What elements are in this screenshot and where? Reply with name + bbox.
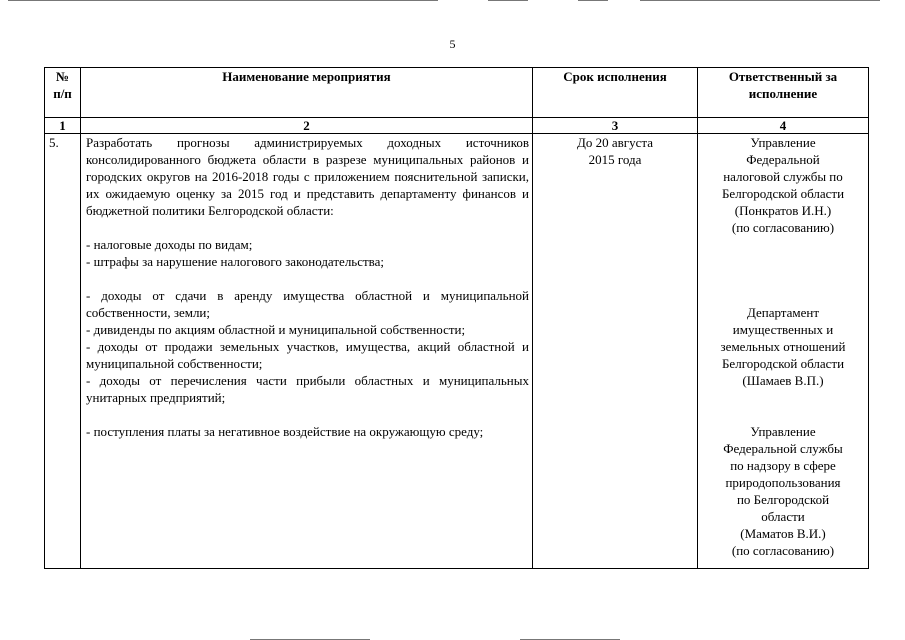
scan-line [578, 0, 608, 1]
header-row [45, 68, 869, 118]
column-index: 4 [698, 118, 869, 134]
column-index: 3 [533, 118, 698, 134]
responsible-block-2: Департамент имущественных и земельных отношений Белгородской области (Шамаев В.П.) [720, 305, 846, 388]
page-number: 5 [449, 37, 456, 51]
header-name: Наименование мероприятия [81, 68, 533, 118]
list-item: - доходы от продажи земельных участков, имущества, акций областной и муниципальной собственности; [86, 339, 529, 371]
column-index-row [45, 118, 869, 134]
list-item: - доходы от сдачи в аренду имущества областной и муниципальной собственности, земли; [86, 288, 529, 320]
column-index: 1 [45, 118, 81, 134]
responsible-block-3: Управление Федеральной службы по надзору в сфере природопользования по Белгородской области (Маматов В.И.) (по согласованию) [723, 424, 843, 558]
row-number: 5. [45, 134, 81, 569]
header-responsible: Ответственный за исполнение [698, 68, 869, 118]
list-item: - налоговые доходы по видам; [86, 237, 253, 252]
header-num: № п/п [45, 68, 81, 118]
list-item: - штрафы за нарушение налогового законодательства; [86, 254, 385, 269]
responsible-block-1: Управление Федеральной налоговой службы по Белгородской области (Понкратов И.Н.) (по согласованию) [721, 135, 845, 235]
list-item: - доходы от перечисления части прибыли областных и муниципальных унитарных предприятий; [86, 373, 529, 405]
header-term: Срок исполнения [533, 68, 698, 118]
measure-responsible [698, 134, 869, 569]
measure-description [81, 134, 533, 569]
measures-table [44, 67, 869, 569]
list-item: - дивиденды по акциям областной и муниципальной собственности; [86, 322, 466, 337]
column-index: 2 [81, 118, 533, 134]
table-row [45, 134, 869, 569]
measure-term: До 20 августа 2015 года [533, 134, 698, 569]
scan-line [488, 0, 528, 1]
list-item: - поступления платы за негативное воздействие на окружающую среду; [86, 424, 484, 439]
scan-line [8, 0, 438, 1]
scan-line [640, 0, 880, 1]
measure-intro: Разработать прогнозы администрируемых доходных источников консолидированного бюджета области в разрезе муниципальных районов и городских округов на 2016-2018 годы с приложением пояснительной записки, их ожидаемую оценку за 2015 год и представить департаменту финансов и бюджетной политики Белгородской области: [86, 135, 529, 218]
